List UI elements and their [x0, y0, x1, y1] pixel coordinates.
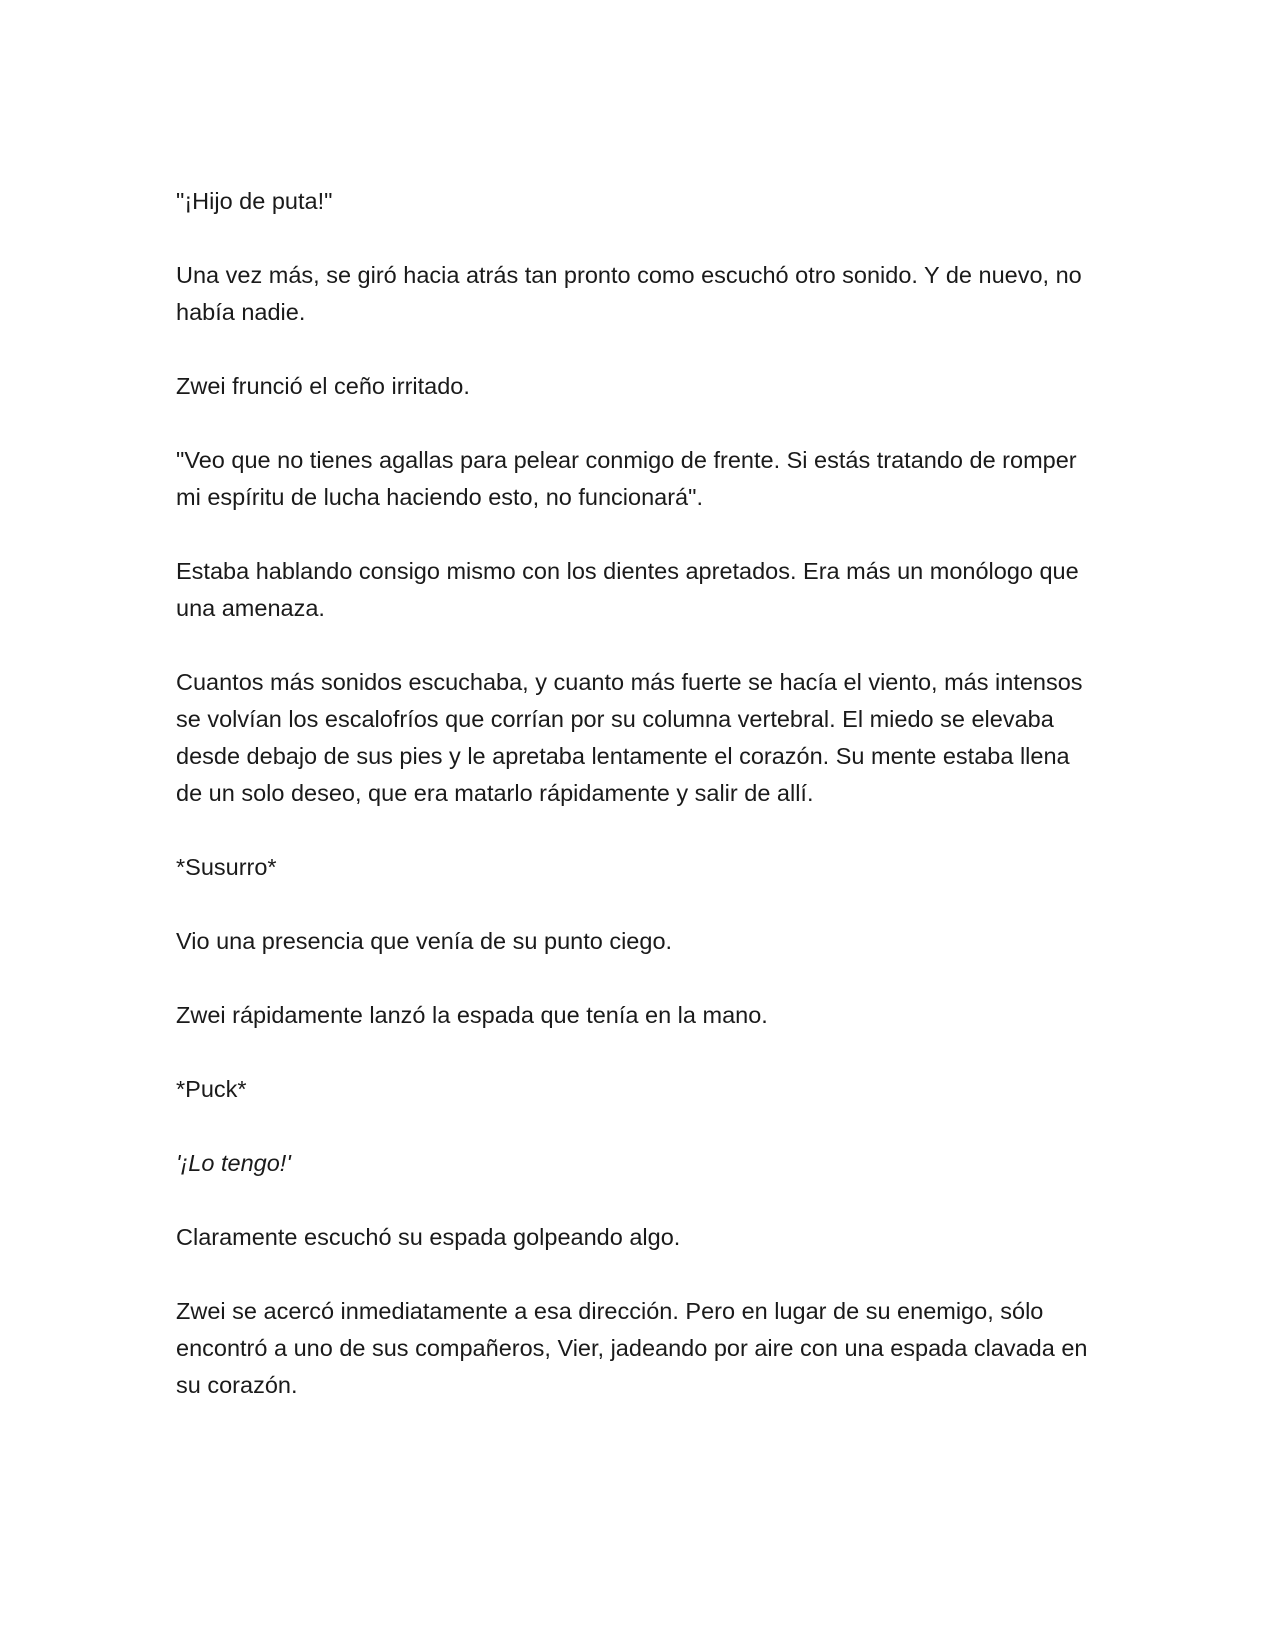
paragraph-presence: Vio una presencia que venía de su punto ciego.: [176, 928, 673, 954]
paragraph-frown: Zwei frunció el ceño irritado.: [176, 373, 470, 399]
paragraph-monologue: Estaba hablando consigo mismo con los dientes apretados. Era más un monólogo que una amenaza.: [176, 558, 1079, 621]
paragraph-exclamation: "¡Hijo de puta!": [176, 188, 333, 214]
document-body: [176, 183, 1096, 1441]
paragraph-taunt: "Veo que no tienes agallas para pelear conmigo de frente. Si estás tratando de romper mi espíritu de lucha haciendo esto, no funcionará".: [176, 447, 1077, 510]
paragraph-hit: Claramente escuchó su espada golpeando algo.: [176, 1224, 681, 1250]
paragraph-whisper-sfx: *Susurro*: [176, 854, 277, 880]
paragraph-discovery: Zwei se acercó inmediatamente a esa dirección. Pero en lugar de su enemigo, sólo encontró a uno de sus compañeros, Vier, jadeando por aire con una espada clavada en su corazón.: [176, 1298, 1088, 1398]
paragraph-fear: Cuantos más sonidos escuchaba, y cuanto más fuerte se hacía el viento, más intensos se volvían los escalofríos que corrían por su columna vertebral. El miedo se elevaba desde debajo de sus pies y le apretaba lentamente el corazón. Su mente estaba llena de un solo deseo, que era matarlo rápidamente y salir de allí.: [176, 669, 1083, 806]
paragraph-puck-sfx: *Puck*: [176, 1076, 247, 1102]
paragraph-turned-around: Una vez más, se giró hacia atrás tan pronto como escuchó otro sonido. Y de nuevo, no había nadie.: [176, 262, 1082, 325]
paragraph-thought: '¡Lo tengo!': [176, 1150, 291, 1176]
paragraph-sword-throw: Zwei rápidamente lanzó la espada que tenía en la mano.: [176, 1002, 768, 1028]
